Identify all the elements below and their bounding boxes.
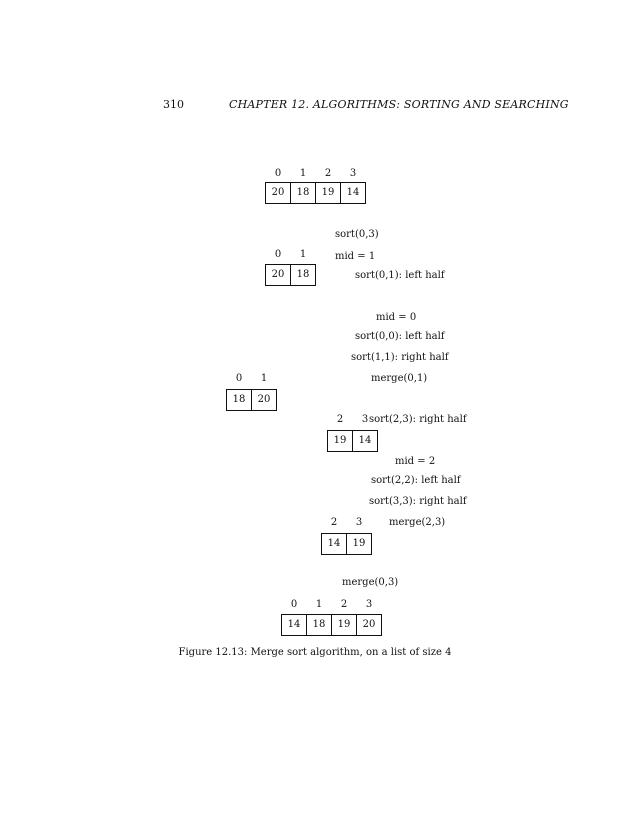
array-cell: 20 [356, 614, 382, 636]
figure-caption: Figure 12.13: Merge sort algorithm, on a list of size 4 [178, 647, 452, 658]
step-label: sort(0,0): left half [355, 331, 445, 342]
array-cell: 14 [321, 533, 347, 555]
array-cell: 19 [346, 533, 372, 555]
array-cell: 14 [340, 182, 366, 204]
step-label: mid = 2 [395, 456, 436, 467]
array-cell: 20 [251, 389, 277, 411]
step-label: mid = 1 [335, 251, 376, 262]
array-index: 0 [235, 373, 243, 384]
array-cell: 20 [265, 264, 291, 286]
chapter-header: CHAPTER 12. ALGORITHMS: SORTING AND SEARCHING [229, 98, 569, 111]
step-label: sort(1,1): right half [351, 352, 449, 363]
array-cell: 19 [327, 430, 353, 452]
array-index: 3 [361, 414, 369, 425]
step-label: sort(2,2): left half [371, 475, 461, 486]
array-index: 1 [299, 249, 307, 260]
array-cell: 20 [265, 182, 291, 204]
array-index: 0 [274, 249, 282, 260]
array-index: 2 [340, 599, 348, 610]
step-label: sort(0,1): left half [355, 270, 445, 281]
array-index: 1 [260, 373, 268, 384]
step-label: merge(0,3) [342, 577, 399, 588]
step-label: sort(2,3): right half [369, 414, 467, 425]
array-index: 0 [290, 599, 298, 610]
array-cell: 18 [226, 389, 252, 411]
step-label: mid = 0 [376, 312, 417, 323]
array-index: 1 [315, 599, 323, 610]
array-cell: 18 [290, 182, 316, 204]
array-index: 3 [355, 517, 363, 528]
array-cell: 19 [331, 614, 357, 636]
step-label: sort(0,3) [335, 229, 379, 240]
array-cell: 18 [306, 614, 332, 636]
array-index: 3 [365, 599, 373, 610]
array-cell: 19 [315, 182, 341, 204]
array-cell: 14 [352, 430, 378, 452]
array-index: 3 [349, 168, 357, 179]
array-index: 0 [274, 168, 282, 179]
step-label: sort(3,3): right half [369, 496, 467, 507]
array-index: 1 [299, 168, 307, 179]
step-label: merge(2,3) [389, 517, 446, 528]
array-index: 2 [336, 414, 344, 425]
array-cell: 14 [281, 614, 307, 636]
array-index: 2 [324, 168, 332, 179]
array-index: 2 [330, 517, 338, 528]
page-number: 310 [163, 98, 184, 111]
array-cell: 18 [290, 264, 316, 286]
step-label: merge(0,1) [371, 373, 428, 384]
